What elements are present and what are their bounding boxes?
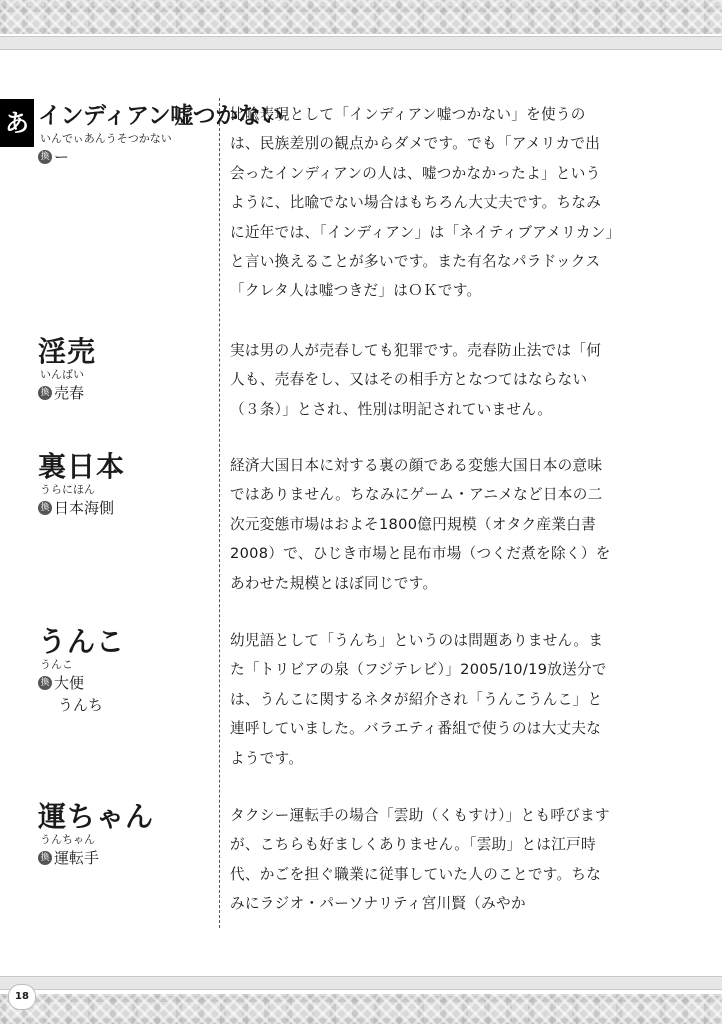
- section-kana-tab: あ: [0, 99, 34, 147]
- entry-description: 幼児語として「うんち」というのは問題ありません。また「トリビアの泉（フジテレビ）」2005/10/19放送分では、うんこに関するネタが紹介され「うんこうんこ」と連呼していました。バラエティ番組で使うのは大丈夫なようです。: [230, 632, 607, 767]
- alternative-line: [38, 672, 218, 694]
- entry-description: 比喩表現として「インディアン嘘つかない」を使うのは、民族差別の観点からダメです。でも「アメリカで出会ったインディアンの人は、嘘つかなかったよ」というように、比喩でない場合はもちろん大丈夫です。ちなみに近年では、「インディアン」は「ネイティブアメリカン」と言い換えることが多いです。また有名なパラドックス「クレタ人は嘘つきだ」はＯＫです。: [230, 106, 614, 300]
- page-number: 18: [8, 984, 36, 1010]
- alternative-line: [38, 847, 218, 869]
- term-column: [38, 451, 218, 519]
- replace-mark-icon: 換: [38, 851, 52, 865]
- replace-mark-icon: 換: [38, 676, 52, 690]
- entry-reading: いんばい: [40, 368, 84, 381]
- entry-term: うんこ: [38, 625, 126, 658]
- term-column: [38, 336, 218, 404]
- replace-mark-icon: 換: [38, 501, 52, 515]
- alternative-term: ー: [54, 148, 70, 166]
- top-plaid-band: [0, 0, 722, 34]
- entry-description: 実は男の人が売春しても犯罪です。売春防止法では「何人も、売春をし、又はその相手方となつてはならない（３条）」とされ、性別は明記されていません。: [230, 342, 602, 418]
- top-rule: [0, 36, 722, 50]
- alternative-line: [38, 382, 218, 404]
- term-column: [38, 626, 218, 716]
- entry-reading: うんちゃん: [40, 833, 95, 846]
- column-divider: [219, 98, 220, 928]
- bottom-plaid-band: [0, 994, 722, 1024]
- alternative-term: 日本海側: [54, 499, 115, 517]
- entry-term: 運ちゃん: [38, 800, 155, 833]
- alternative-term: 大便: [54, 674, 85, 692]
- alternative-line: [38, 497, 218, 519]
- entry-term: 裏日本: [38, 450, 126, 483]
- alternative-line: [38, 146, 218, 168]
- replace-mark-icon: 換: [38, 386, 52, 400]
- entry-term: 淫売: [38, 335, 97, 368]
- entry-reading: いんでぃあんうそつかない: [40, 132, 172, 145]
- entry-description: 経済大国日本に対する裏の顔である変態大国日本の意味ではありません。ちなみにゲーム・アニメなど日本の二次元変態市場はおよそ1800億円規模（オタク産業白書2008）で、ひじき市場と昆布市場（つくだ煮を除く）をあわせた規模とほぼ同じです。: [230, 457, 611, 592]
- term-column: [38, 100, 283, 168]
- alternative-term: うんち: [58, 696, 104, 714]
- alternative-term: 売春: [54, 384, 85, 402]
- entry-description: タクシー運転手の場合「雲助（くもすけ）」とも呼びますが、こちらも好ましくありません。「雲助」とは江戸時代、かごを担ぐ職業に従事していた人のことです。ちなみにラジオ・パーソナリティ宮川賢（みやか: [230, 807, 610, 913]
- alternative-term: 運転手: [54, 849, 100, 867]
- entry-term: インディアン嘘つかない: [38, 103, 283, 129]
- entry-reading: うらにほん: [40, 483, 95, 496]
- alternative-line: [38, 694, 218, 716]
- bottom-rule: [0, 976, 722, 990]
- term-column: [38, 801, 218, 869]
- replace-mark-icon: 換: [38, 150, 52, 164]
- entry-reading: うんこ: [40, 658, 73, 671]
